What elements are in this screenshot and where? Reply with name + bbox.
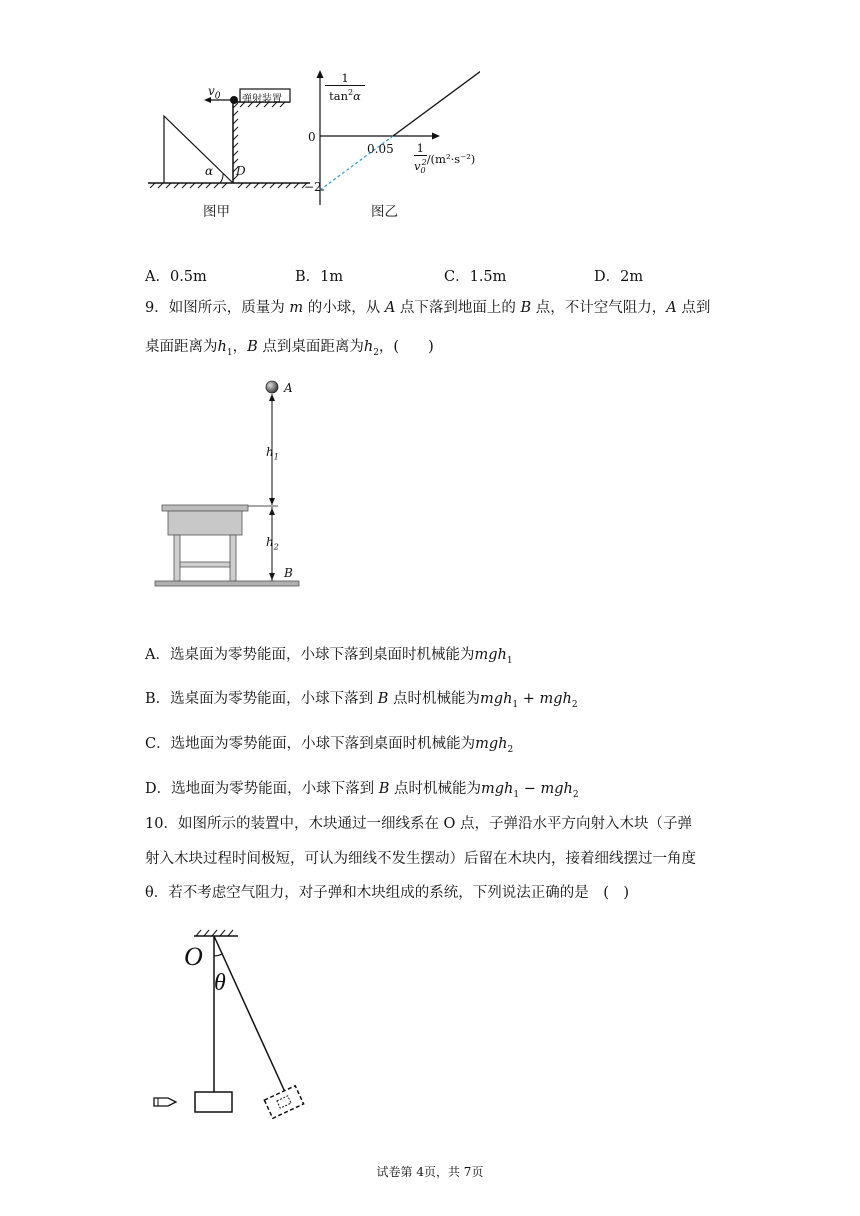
q9-stem-line2: 桌面距离为$h_1$，B 点到桌面距离为$h_2$，( ) (145, 339, 434, 358)
q8-option-d[interactable]: D．2m (594, 269, 644, 285)
q9-option-b[interactable]: B．选桌面为零势能面，小球下落到 B 点时机械能为mgh$_1$ + mgh$_2$ (145, 691, 578, 710)
q8-option-c[interactable]: C．1.5m (444, 269, 507, 285)
theta-label: θ (214, 970, 226, 996)
caption-jia: 图甲 (203, 204, 230, 220)
q9-stem-line1: 9．如图所示，质量为 m 的小球，从 A 点下落到地面上的 B 点，不计空气阻力，A 点到 (145, 300, 711, 316)
page-footer: 试卷第 4页，共 7页 (376, 1165, 484, 1179)
device-label: 弹射装置 (242, 94, 282, 105)
q8-option-b[interactable]: B．1m (295, 269, 344, 285)
ymin-label: −2 (304, 180, 322, 194)
q9-label-h1: $h_1$ (266, 445, 279, 462)
q10-figure (150, 922, 320, 1122)
q9-label-a: A (284, 381, 293, 395)
q9-option-c[interactable]: C．选地面为零势能面，小球下落到桌面时机械能为mgh$_2$ (145, 736, 514, 755)
data-line (393, 70, 480, 136)
alpha-label: α (205, 164, 214, 178)
caption-yi: 图乙 (371, 204, 398, 220)
origin-label: 0 (308, 130, 316, 144)
y-axis-label: 1 $\tan^2\alpha$ (325, 72, 365, 103)
q10-stem-line2: 射入木块过程时间极短，可认为细线不发生摆动）后留在木块内，接着细线摆过一角度 (145, 851, 696, 867)
q10-stem-line3: θ．若不考虑空气阻力，对子弹和木块组成的系统，下列说法正确的是 ( ) (145, 885, 630, 901)
q9-option-d[interactable]: D．选地面为零势能面，小球下落到 B 点时机械能为mgh$_1$ − mgh$_2$ (145, 781, 579, 800)
q9-option-a[interactable]: A．选桌面为零势能面，小球下落到桌面时机械能为mgh$_1$ (145, 647, 513, 666)
q10-stem-line1: 10．如图所示的装置中，木块通过一细线系在 O 点，子弹沿水平方向射入木块（子弹 (145, 816, 693, 832)
q9-label-b: B (284, 566, 293, 580)
pivot-o-label: O (184, 942, 203, 971)
q8-option-a[interactable]: A．0.5m (145, 269, 207, 285)
x-tick-label: 0.05 (367, 142, 394, 156)
point-d-label: D (236, 164, 246, 178)
q9-figure (150, 372, 310, 588)
q9-label-h2: $h_2$ (266, 535, 279, 552)
v0-label: $v_0$ (208, 84, 221, 102)
x-axis-label: $\frac{1}{v_0^2}$ /(m²·s⁻²) (414, 141, 476, 176)
